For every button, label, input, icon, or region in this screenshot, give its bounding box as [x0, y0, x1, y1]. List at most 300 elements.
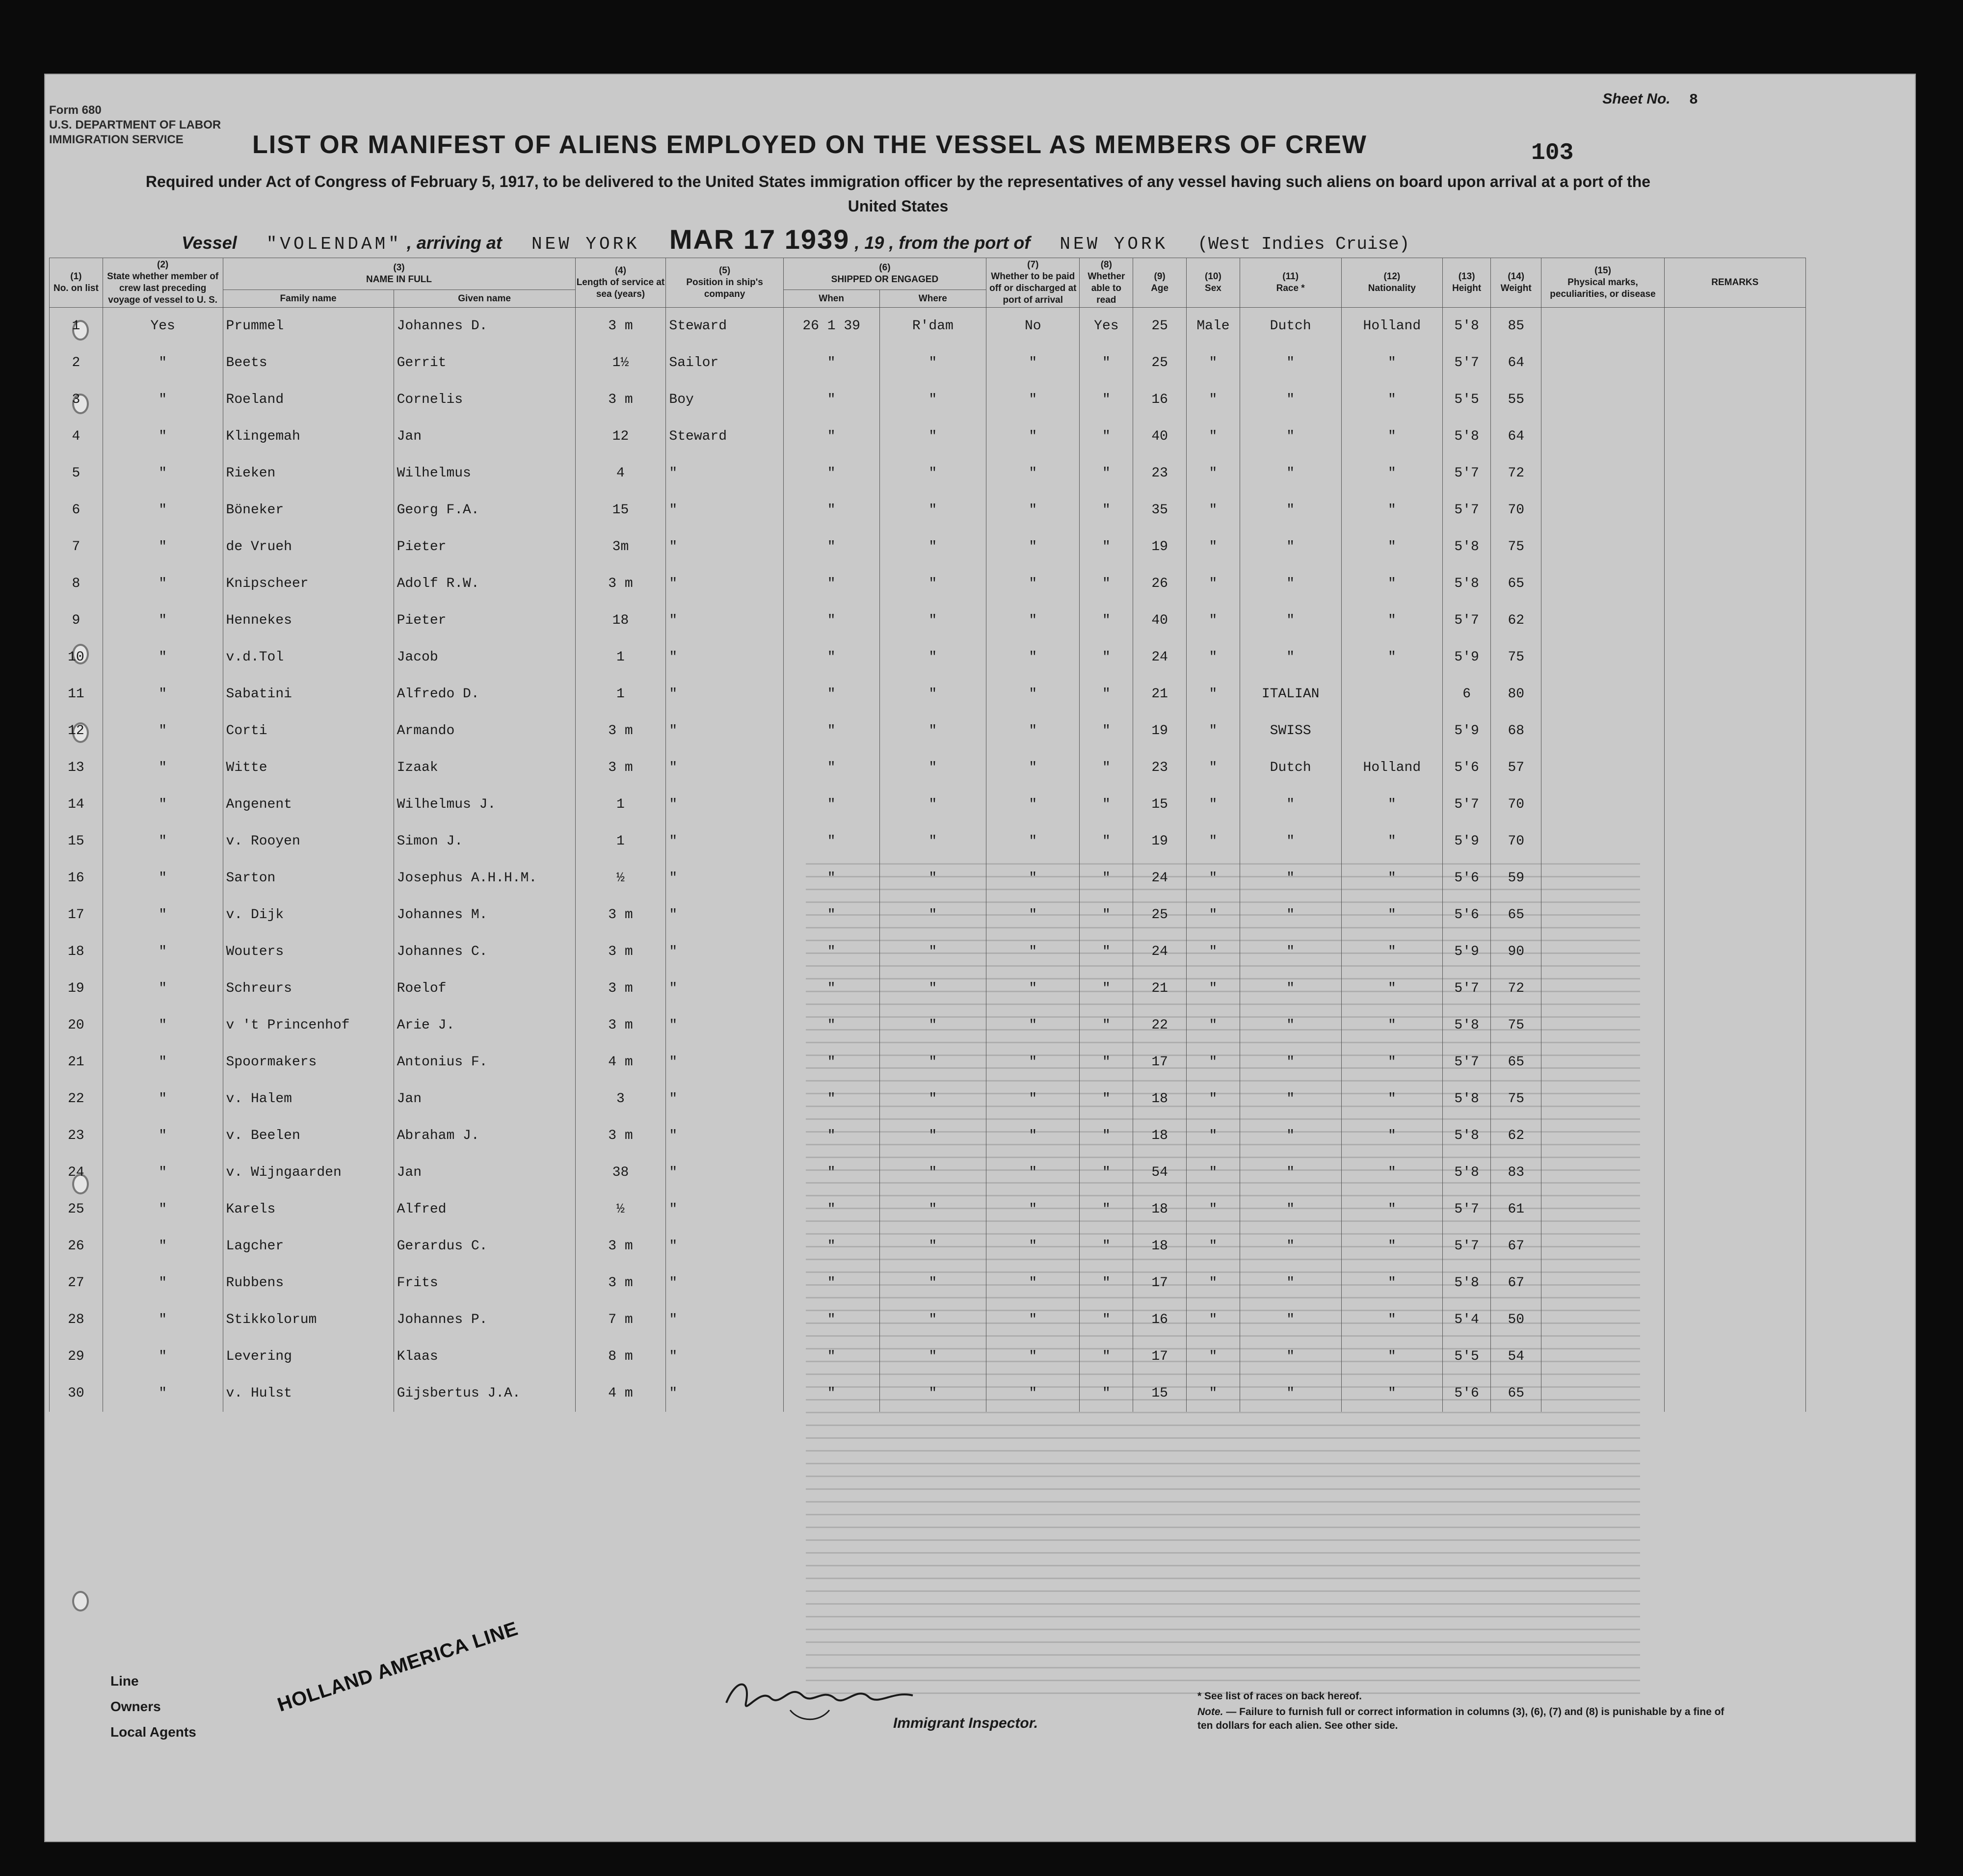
physical-marks-cell	[1541, 1117, 1664, 1154]
service-length-cell: ½	[575, 1191, 666, 1228]
race-cell: "	[1240, 1265, 1341, 1301]
position-cell: "	[666, 1117, 783, 1154]
race-cell: "	[1240, 1044, 1341, 1081]
race-cell: "	[1240, 970, 1341, 1007]
sex-cell: "	[1187, 1228, 1240, 1265]
nationality-cell: "	[1341, 1081, 1443, 1117]
able-to-read-cell: "	[1080, 786, 1133, 823]
sex-cell: "	[1187, 602, 1240, 639]
able-to-read-cell: "	[1080, 1081, 1133, 1117]
paid-off-cell: "	[986, 749, 1080, 786]
remarks-cell	[1664, 1117, 1805, 1154]
vessel-label: Vessel	[182, 233, 237, 253]
family-name-cell: Sarton	[223, 860, 394, 897]
family-name-cell: Knipscheer	[223, 565, 394, 602]
age-cell: 17	[1133, 1338, 1187, 1375]
able-to-read-cell: "	[1080, 565, 1133, 602]
physical-marks-cell	[1541, 1228, 1664, 1265]
position-cell: "	[666, 639, 783, 676]
position-cell: "	[666, 1191, 783, 1228]
height-cell: 5'6	[1443, 897, 1491, 933]
table-row	[50, 1301, 1806, 1338]
service-name: IMMIGRATION SERVICE	[49, 133, 184, 146]
race-cell: "	[1240, 823, 1341, 860]
previous-voyage-cell: "	[103, 970, 223, 1007]
age-cell: 16	[1133, 1301, 1187, 1338]
service-length-cell: 1	[575, 786, 666, 823]
col-header-service: (4) Length of service at sea (years)	[575, 258, 666, 308]
service-length-cell: 4 m	[575, 1044, 666, 1081]
service-length-cell: 3 m	[575, 308, 666, 345]
given-name-cell: Jacob	[394, 639, 575, 676]
nationality-cell: "	[1341, 602, 1443, 639]
given-name-cell: Gerrit	[394, 344, 575, 381]
shipped-when-cell: "	[783, 1117, 879, 1154]
age-cell: 21	[1133, 970, 1187, 1007]
able-to-read-cell: "	[1080, 1117, 1133, 1154]
age-cell: 19	[1133, 528, 1187, 565]
from-port: NEW YORK	[1060, 234, 1168, 254]
row-number-cell: 6	[50, 492, 103, 528]
able-to-read-cell: "	[1080, 1044, 1133, 1081]
height-cell: 5'6	[1443, 1375, 1491, 1412]
given-name-cell: Cornelis	[394, 381, 575, 418]
previous-voyage-cell: "	[103, 1154, 223, 1191]
row-number-cell: 28	[50, 1301, 103, 1338]
sex-cell: "	[1187, 565, 1240, 602]
family-name-cell: Sabatini	[223, 676, 394, 713]
given-name-cell: Alfredo D.	[394, 676, 575, 713]
physical-marks-cell	[1541, 823, 1664, 860]
weight-cell: 85	[1491, 308, 1541, 345]
sex-cell: "	[1187, 1044, 1240, 1081]
race-cell: "	[1240, 455, 1341, 492]
previous-voyage-cell: "	[103, 344, 223, 381]
paid-off-cell: "	[986, 492, 1080, 528]
age-cell: 15	[1133, 1375, 1187, 1412]
cruise-note: (West Indies Cruise)	[1197, 234, 1410, 254]
paid-off-cell: "	[986, 381, 1080, 418]
shipped-where-cell: "	[879, 970, 986, 1007]
sex-cell: "	[1187, 897, 1240, 933]
nationality-cell: "	[1341, 381, 1443, 418]
paid-off-cell: "	[986, 786, 1080, 823]
nationality-cell: Holland	[1341, 308, 1443, 345]
service-length-cell: 7 m	[575, 1301, 666, 1338]
height-cell: 5'9	[1443, 823, 1491, 860]
col-header-sex: (10) Sex	[1187, 258, 1240, 308]
able-to-read-cell: "	[1080, 1265, 1133, 1301]
given-name-cell: Johannes D.	[394, 308, 575, 345]
family-name-cell: Corti	[223, 713, 394, 749]
able-to-read-cell: "	[1080, 860, 1133, 897]
line-stamp: HOLLAND AMERICA LINE	[275, 1617, 521, 1716]
weight-cell: 75	[1491, 1007, 1541, 1044]
family-name-cell: v 't Princenhof	[223, 1007, 394, 1044]
remarks-cell	[1664, 676, 1805, 713]
col-header-where: Where	[879, 290, 986, 308]
nationality-cell: "	[1341, 1375, 1443, 1412]
table-row	[50, 676, 1806, 713]
shipped-where-cell: "	[879, 823, 986, 860]
remarks-cell	[1664, 1154, 1805, 1191]
paid-off-cell: "	[986, 860, 1080, 897]
position-cell: "	[666, 1007, 783, 1044]
previous-voyage-cell: "	[103, 528, 223, 565]
row-number-cell: 21	[50, 1044, 103, 1081]
paid-off-cell: No	[986, 308, 1080, 345]
given-name-cell: Izaak	[394, 749, 575, 786]
remarks-cell	[1664, 1301, 1805, 1338]
table-row	[50, 639, 1806, 676]
previous-voyage-cell: "	[103, 1375, 223, 1412]
weight-cell: 83	[1491, 1154, 1541, 1191]
table-row	[50, 897, 1806, 933]
able-to-read-cell: "	[1080, 492, 1133, 528]
remarks-cell	[1664, 823, 1805, 860]
height-cell: 5'9	[1443, 639, 1491, 676]
given-name-cell: Abraham J.	[394, 1117, 575, 1154]
row-number-cell: 26	[50, 1228, 103, 1265]
position-cell: "	[666, 1338, 783, 1375]
sex-cell: "	[1187, 344, 1240, 381]
row-number-cell: 18	[50, 933, 103, 970]
height-cell: 5'9	[1443, 713, 1491, 749]
able-to-read-cell: "	[1080, 381, 1133, 418]
shipped-where-cell: "	[879, 602, 986, 639]
remarks-cell	[1664, 1081, 1805, 1117]
col-header-read: (8) Whether able to read	[1080, 258, 1133, 308]
signature-scribble-icon	[716, 1668, 923, 1727]
table-row	[50, 1228, 1806, 1265]
service-length-cell: 3 m	[575, 1117, 666, 1154]
physical-marks-cell	[1541, 308, 1664, 345]
previous-voyage-cell: "	[103, 933, 223, 970]
race-cell: ITALIAN	[1240, 676, 1341, 713]
family-name-cell: Stikkolorum	[223, 1301, 394, 1338]
sex-cell: "	[1187, 639, 1240, 676]
position-cell: "	[666, 1375, 783, 1412]
age-cell: 25	[1133, 344, 1187, 381]
paid-off-cell: "	[986, 713, 1080, 749]
sex-cell: "	[1187, 455, 1240, 492]
shipped-when-cell: "	[783, 455, 879, 492]
remarks-cell	[1664, 565, 1805, 602]
local-agents-label: Local Agents	[110, 1724, 196, 1740]
nationality-cell: "	[1341, 1301, 1443, 1338]
row-number-cell: 20	[50, 1007, 103, 1044]
penalty-note-label: Note.	[1197, 1706, 1223, 1717]
weight-cell: 67	[1491, 1265, 1541, 1301]
position-cell: Steward	[666, 308, 783, 345]
nationality-cell	[1341, 713, 1443, 749]
height-cell: 5'7	[1443, 602, 1491, 639]
col-header-physical-marks: (15) Physical marks, peculiarities, or disease	[1541, 258, 1664, 308]
arriving-port: NEW YORK	[531, 234, 640, 254]
nationality-cell: "	[1341, 344, 1443, 381]
height-cell: 5'8	[1443, 1265, 1491, 1301]
weight-cell: 72	[1491, 970, 1541, 1007]
shipped-when-cell: "	[783, 418, 879, 455]
nationality-cell: Holland	[1341, 749, 1443, 786]
age-cell: 24	[1133, 933, 1187, 970]
remarks-cell	[1664, 344, 1805, 381]
able-to-read-cell: "	[1080, 455, 1133, 492]
remarks-cell	[1664, 492, 1805, 528]
age-cell: 16	[1133, 381, 1187, 418]
column-header-row	[50, 258, 1806, 290]
shipped-when-cell: "	[783, 1338, 879, 1375]
height-cell: 5'5	[1443, 381, 1491, 418]
previous-voyage-cell: "	[103, 676, 223, 713]
previous-voyage-cell: "	[103, 381, 223, 418]
nationality-cell: "	[1341, 639, 1443, 676]
col-header-given-name: Given name	[394, 290, 575, 308]
row-number-cell: 29	[50, 1338, 103, 1375]
position-cell: Steward	[666, 418, 783, 455]
previous-voyage-cell: "	[103, 639, 223, 676]
previous-voyage-cell: "	[103, 1007, 223, 1044]
sex-cell: "	[1187, 418, 1240, 455]
shipped-when-cell: "	[783, 1228, 879, 1265]
given-name-cell: Jan	[394, 1154, 575, 1191]
paid-off-cell: "	[986, 1338, 1080, 1375]
age-cell: 18	[1133, 1228, 1187, 1265]
table-row	[50, 1081, 1806, 1117]
family-name-cell: Roeland	[223, 381, 394, 418]
position-cell: Boy	[666, 381, 783, 418]
race-cell: "	[1240, 602, 1341, 639]
inspector-label: Immigrant Inspector.	[893, 1715, 1038, 1731]
family-name-cell: Beets	[223, 344, 394, 381]
age-cell: 19	[1133, 823, 1187, 860]
paid-off-cell: "	[986, 344, 1080, 381]
previous-voyage-cell: "	[103, 1117, 223, 1154]
service-length-cell: 3 m	[575, 897, 666, 933]
service-length-cell: 38	[575, 1154, 666, 1191]
manifest-number: 103	[1531, 140, 1574, 166]
nationality-cell: "	[1341, 897, 1443, 933]
previous-voyage-cell: "	[103, 602, 223, 639]
able-to-read-cell: "	[1080, 897, 1133, 933]
remarks-cell	[1664, 455, 1805, 492]
weight-cell: 75	[1491, 528, 1541, 565]
able-to-read-cell: "	[1080, 749, 1133, 786]
sex-cell: "	[1187, 676, 1240, 713]
weight-cell: 50	[1491, 1301, 1541, 1338]
row-number-cell: 13	[50, 749, 103, 786]
family-name-cell: Karels	[223, 1191, 394, 1228]
row-number-cell: 2	[50, 344, 103, 381]
given-name-cell: Josephus A.H.H.M.	[394, 860, 575, 897]
race-cell: "	[1240, 1191, 1341, 1228]
family-name-cell: Witte	[223, 749, 394, 786]
physical-marks-cell	[1541, 749, 1664, 786]
service-length-cell: 3 m	[575, 1265, 666, 1301]
able-to-read-cell: "	[1080, 418, 1133, 455]
position-cell: "	[666, 933, 783, 970]
family-name-cell: Prummel	[223, 308, 394, 345]
sex-cell: "	[1187, 1081, 1240, 1117]
race-cell: "	[1240, 786, 1341, 823]
form-number: Form 680	[49, 104, 102, 117]
given-name-cell: Simon J.	[394, 823, 575, 860]
paid-off-cell: "	[986, 1375, 1080, 1412]
previous-voyage-cell: "	[103, 1265, 223, 1301]
family-name-cell: Levering	[223, 1338, 394, 1375]
col-header-family-name: Family name	[223, 290, 394, 308]
weight-cell: 72	[1491, 455, 1541, 492]
service-length-cell: 1½	[575, 344, 666, 381]
family-name-cell: Rubbens	[223, 1265, 394, 1301]
weight-cell: 64	[1491, 418, 1541, 455]
family-name-cell: Klingemah	[223, 418, 394, 455]
race-cell: "	[1240, 1375, 1341, 1412]
nationality-cell: "	[1341, 1191, 1443, 1228]
family-name-cell: v. Hulst	[223, 1375, 394, 1412]
service-length-cell: 3	[575, 1081, 666, 1117]
able-to-read-cell: "	[1080, 970, 1133, 1007]
remarks-cell	[1664, 418, 1805, 455]
service-length-cell: ½	[575, 860, 666, 897]
able-to-read-cell: "	[1080, 1338, 1133, 1375]
given-name-cell: Alfred	[394, 1191, 575, 1228]
paid-off-cell: "	[986, 1081, 1080, 1117]
weight-cell: 75	[1491, 639, 1541, 676]
weight-cell: 68	[1491, 713, 1541, 749]
remarks-cell	[1664, 1338, 1805, 1375]
row-number-cell: 23	[50, 1117, 103, 1154]
shipped-when-cell: "	[783, 1375, 879, 1412]
physical-marks-cell	[1541, 1191, 1664, 1228]
row-number-cell: 15	[50, 823, 103, 860]
inspector-signature	[716, 1668, 923, 1731]
service-length-cell: 3 m	[575, 1007, 666, 1044]
sex-cell: "	[1187, 492, 1240, 528]
position-cell: "	[666, 970, 783, 1007]
height-cell: 5'7	[1443, 786, 1491, 823]
col-header-name: (3) NAME IN FULL	[223, 258, 575, 290]
nationality-cell: "	[1341, 970, 1443, 1007]
able-to-read-cell: "	[1080, 1375, 1133, 1412]
given-name-cell: Antonius F.	[394, 1044, 575, 1081]
weight-cell: 90	[1491, 933, 1541, 970]
position-cell: "	[666, 1154, 783, 1191]
physical-marks-cell	[1541, 1338, 1664, 1375]
sex-cell: "	[1187, 1375, 1240, 1412]
physical-marks-cell	[1541, 565, 1664, 602]
physical-marks-cell	[1541, 344, 1664, 381]
sex-cell: "	[1187, 1007, 1240, 1044]
paid-off-cell: "	[986, 897, 1080, 933]
age-cell: 18	[1133, 1081, 1187, 1117]
service-length-cell: 15	[575, 492, 666, 528]
age-cell: 21	[1133, 676, 1187, 713]
able-to-read-cell: "	[1080, 344, 1133, 381]
shipped-where-cell: "	[879, 1154, 986, 1191]
sex-cell: "	[1187, 1117, 1240, 1154]
shipped-when-cell: "	[783, 1007, 879, 1044]
race-cell: "	[1240, 933, 1341, 970]
remarks-cell	[1664, 1007, 1805, 1044]
nationality-cell: "	[1341, 455, 1443, 492]
row-number-cell: 1	[50, 308, 103, 345]
shipped-when-cell: "	[783, 565, 879, 602]
position-cell: "	[666, 455, 783, 492]
remarks-cell	[1664, 1044, 1805, 1081]
race-cell: "	[1240, 381, 1341, 418]
given-name-cell: Adolf R.W.	[394, 565, 575, 602]
height-cell: 5'6	[1443, 860, 1491, 897]
weight-cell: 75	[1491, 1081, 1541, 1117]
paid-off-cell: "	[986, 933, 1080, 970]
height-cell: 5'8	[1443, 565, 1491, 602]
physical-marks-cell	[1541, 528, 1664, 565]
weight-cell: 64	[1491, 344, 1541, 381]
family-name-cell: Spoormakers	[223, 1044, 394, 1081]
col-header-remarks: REMARKS	[1664, 258, 1805, 308]
service-length-cell: 4 m	[575, 1375, 666, 1412]
shipped-where-cell: "	[879, 344, 986, 381]
position-cell: "	[666, 492, 783, 528]
given-name-cell: Wilhelmus J.	[394, 786, 575, 823]
table-row	[50, 418, 1806, 455]
service-length-cell: 8 m	[575, 1338, 666, 1375]
table-row	[50, 492, 1806, 528]
table-row	[50, 1375, 1806, 1412]
crew-manifest-table	[49, 258, 1806, 1412]
previous-voyage-cell: "	[103, 860, 223, 897]
weight-cell: 59	[1491, 860, 1541, 897]
able-to-read-cell: "	[1080, 639, 1133, 676]
weight-cell: 65	[1491, 1375, 1541, 1412]
weight-cell: 62	[1491, 1117, 1541, 1154]
previous-voyage-cell: "	[103, 455, 223, 492]
given-name-cell: Armando	[394, 713, 575, 749]
remarks-cell	[1664, 381, 1805, 418]
table-row	[50, 786, 1806, 823]
table-row	[50, 381, 1806, 418]
table-row	[50, 1007, 1806, 1044]
service-length-cell: 3 m	[575, 565, 666, 602]
paid-off-cell: "	[986, 418, 1080, 455]
physical-marks-cell	[1541, 602, 1664, 639]
owners-label: Owners	[110, 1699, 161, 1714]
sex-cell: "	[1187, 1265, 1240, 1301]
sex-cell: "	[1187, 713, 1240, 749]
previous-voyage-cell: "	[103, 1301, 223, 1338]
age-cell: 24	[1133, 860, 1187, 897]
remarks-cell	[1664, 1191, 1805, 1228]
vessel-line	[182, 223, 1409, 255]
physical-marks-cell	[1541, 933, 1664, 970]
table-row	[50, 933, 1806, 970]
previous-voyage-cell: "	[103, 713, 223, 749]
race-cell: "	[1240, 1117, 1341, 1154]
shipped-when-cell: "	[783, 1301, 879, 1338]
row-number-cell: 25	[50, 1191, 103, 1228]
previous-voyage-cell: Yes	[103, 308, 223, 345]
race-cell: Dutch	[1240, 749, 1341, 786]
sex-cell: "	[1187, 786, 1240, 823]
paid-off-cell: "	[986, 970, 1080, 1007]
table-row	[50, 860, 1806, 897]
sex-cell: "	[1187, 1154, 1240, 1191]
able-to-read-cell: "	[1080, 1301, 1133, 1338]
from-label: , from the port of	[889, 233, 1031, 253]
height-cell: 5'5	[1443, 1338, 1491, 1375]
sheet-number	[1602, 91, 1698, 108]
